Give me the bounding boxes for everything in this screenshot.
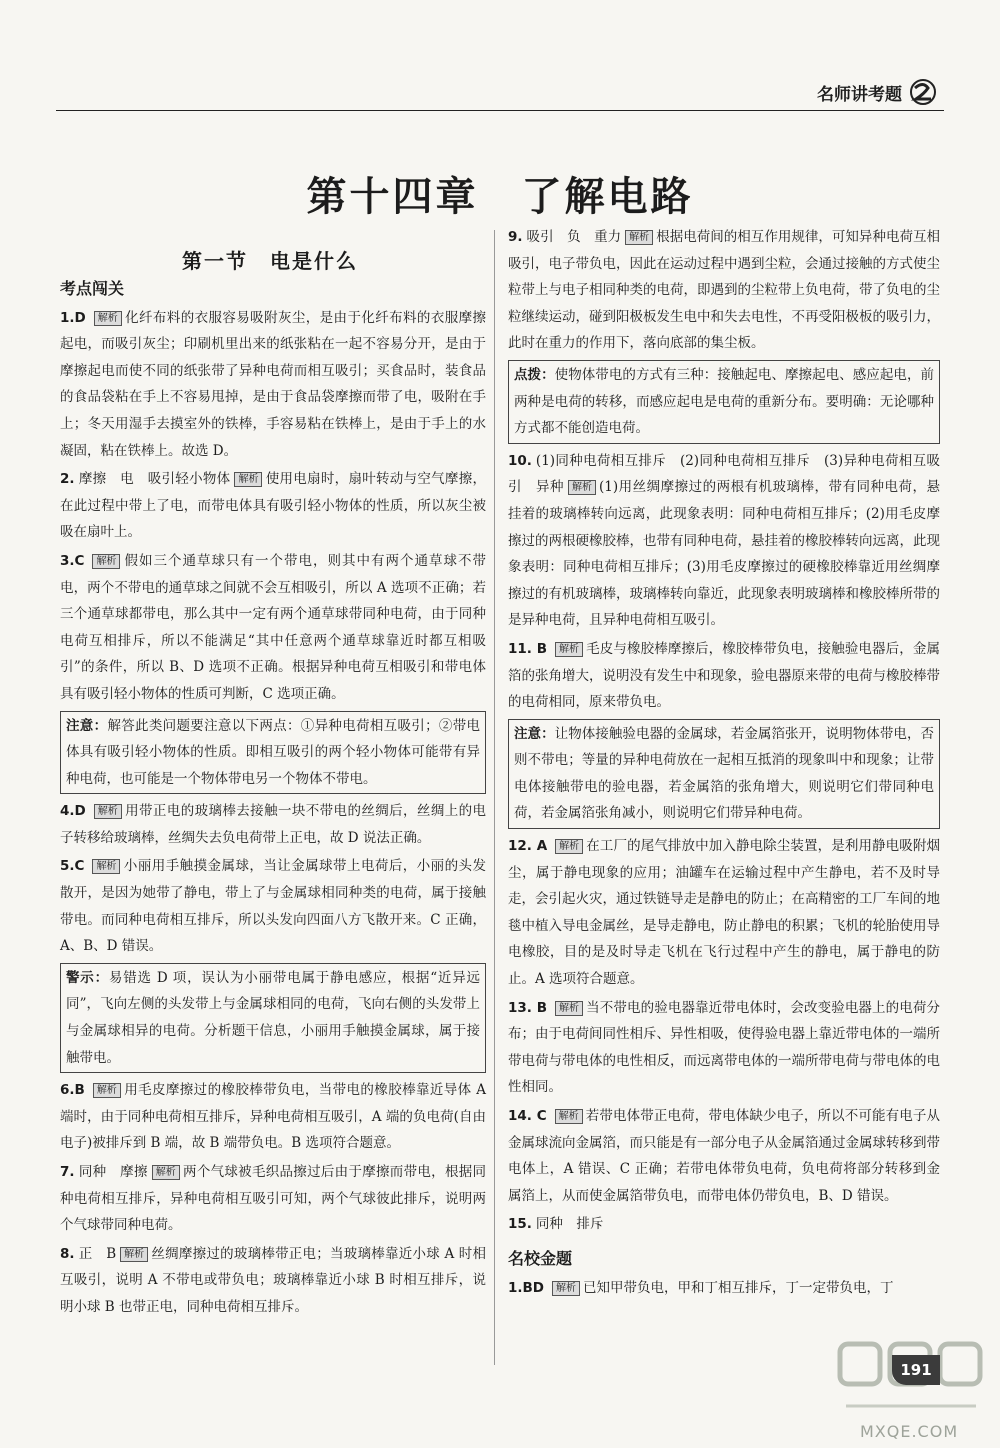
watermark-logo-icon: [836, 1336, 986, 1436]
answer-item: 15. 同种 排斥: [508, 1216, 604, 1233]
analysis-tag: 解析: [568, 480, 596, 495]
answer-item: 14. C 解析 若带电体带正电荷，带电体缺少电子，所以不可能有电子从金属球流向金属箔，而只能是有一部分电子从金属箔通过金属球转移到带电体上，A 错误、C 正确；若带电体带负电荷，负电荷将部分转移到金属箔上，从而使金属箔带负电，而带电体仍带负电，B、D 错误。: [508, 1108, 940, 1204]
section-heading-mingxiao: 名校金题: [508, 1248, 573, 1268]
answer-item: 8. 正 B 解析 丝绸摩擦过的玻璃棒带正电；当玻璃棒靠近小球 A 时相互吸引，说明 A 不带电或带负电；玻璃棒靠近小球 B 时相互排斥，说明小球 B 也带正电，同种电荷相互排斥。: [60, 1245, 486, 1315]
brand-text: 名师讲考题: [817, 84, 902, 105]
answer-item: 11. B 解析 毛皮与橡胶棒摩擦后，橡胶棒带负电，接触验电器后，金属箔的张角增大，说明没有发生中和现象，验电器原来带的电荷与橡胶棒带的电荷相同，原来带负电。: [508, 640, 941, 711]
analysis-tag: 解析: [555, 1109, 583, 1124]
right-column: [508, 224, 940, 1303]
answer-item: 10. (1)同种电荷相互排斥 (2)同种电荷相互排斥 (3)异种电荷相互吸引 异种 解析 (1)用丝绸摩擦过的两根有机玻璃棒，带有同种电荷，悬挂着的玻璃棒转向远离，此现象表明：同种电荷相互排斥；(2)用毛皮摩擦过的两根硬橡胶棒，也带有同种电荷，悬挂着的橡胶棒转向远离，此现象表明：同种电荷相互排斥；(3)用毛皮摩擦过的硬橡胶棒靠近用丝绸摩擦过的有机玻璃棒，玻璃棒转向靠近，此现象表明玻璃棒和橡胶棒所带的是异种电荷，且异种电荷相互吸引。: [508, 452, 941, 629]
answer-item: 2. 摩擦 电 吸引轻小物体 解析 使用电扇时，扇叶转动与空气摩擦，在此过程中带上了电，而带电体具有吸引轻小物体的性质，所以灰尘被吸在扇叶上。: [60, 471, 487, 541]
analysis-tag: 解析: [92, 554, 120, 569]
analysis-tag: 解析: [120, 1247, 148, 1262]
analysis-tag: 解析: [555, 642, 583, 657]
left-column: [60, 276, 486, 1323]
analysis-tag: 解析: [152, 1165, 180, 1180]
header-brand: [800, 72, 940, 112]
analysis-tag: 解析: [94, 311, 122, 326]
analysis-tag: 解析: [94, 804, 122, 819]
brand-logo-icon: [906, 77, 940, 107]
note-box: 注意：让物体接触验电器的金属球，若金属箔张开，说明物体带电，否则不带电；等量的异种电荷放在一起相互抵消的现象叫中和现象；让带电体接触带电的验电器，若金属箔的张角增大，则说明它们带同种电荷，若金属箔张角减小，则说明它们带异种电荷。: [508, 719, 940, 829]
answer-item: 5.C 解析 小丽用手触摸金属球，当让金属球带上电荷后，小丽的头发散开，是因为她带了静电，带上了与金属球相同种类的电荷，属于接触带电。而同种电荷相互排斥，所以头发向四面八方飞散开来。C 正确，A、B、D 错误。: [60, 858, 486, 955]
watermark-text: MXQE.COM: [860, 1422, 959, 1441]
chapter-title: 第十四章 了解电路: [306, 173, 694, 220]
section-title: 第一节 电是什么: [182, 248, 358, 273]
answer-item: 9. 吸引 负 重力 解析 根据电荷间的相互作用规律，可知异种电荷互相吸引，电子带负电，因此在运动过程中遇到尘粒，会通过接触的方式使尘粒带上与电子相同种类的电荷，即遇到的尘粒带上负电荷，带了负电的尘粒继续运动，碰到阳极板发生电中和失去电性，不再受阳极板的吸引力，此时在重力的作用下，落向底部的集尘板。: [508, 229, 941, 352]
analysis-tag: 解析: [234, 472, 262, 487]
analysis-tag: 解析: [552, 1281, 580, 1296]
answer-item: 13. B 解析 当不带电的验电器靠近带电体时，会改变验电器上的电荷分布；由于电荷间同性相斥、异性相吸，使得验电器上靠近带电体的一端所带电荷与带电体的电性相反，而远离带电体的一端所带电荷与带电体的电性相同。: [508, 999, 941, 1096]
tip-box: 点拨：使物体带电的方式有三种：接触起电、摩擦起电、感应起电，前两种是电荷的转移，而感应起电是电荷的重新分布。要明确：无论哪种方式都不能创造电荷。: [508, 360, 940, 444]
analysis-tag: 解析: [625, 230, 653, 245]
answer-item: 3.C 解析 假如三个通草球只有一个带电，则其中有两个通草球不带电，两个不带电的通草球之间就不会互相吸引，所以 A 选项不正确；若三个通草球都带电，那么其中一定有两个通草球带同种电荷，由于同种电荷互相排斥，所以不能满足“其中任意两个通草球靠近时都互相吸引”的条件，所以 B、D 选项不正确。根据异种电荷互相吸引和带电体具有吸引轻小物体的性质可判断，C 选项正确。: [60, 552, 486, 702]
answer-item: 1.D 解析 化纤布料的衣服容易吸附灰尘，是由于化纤布料的衣服摩擦起电，而吸引灰尘；印刷机里出来的纸张粘在一起不容易分开，是由于摩擦起电而使不同的纸张带了异种电荷而相互吸引；买食品时，装食品的食品袋粘在手上不容易甩掉，是由于食品袋摩擦而带了电，吸附在手上；冬天用湿手去摸室外的铁棒，手容易粘在铁棒上，是由于手上的水凝固，粘在铁棒上。故选 D。: [60, 309, 486, 459]
section-heading-kaodian: 考点闯关: [60, 279, 125, 298]
header-rule: [56, 110, 944, 111]
answer-item: 6.B 解析 用毛皮摩擦过的橡胶棒带负电，当带电的橡胶棒靠近导体 A 端时，由于同种电荷相互排斥，异种电荷相互吸引，A 端的负电荷(自由电子)被排斥到 B 端，故 B 端带负电。B 选项符合题意。: [60, 1082, 486, 1152]
answer-item: 4.D 解析 用带正电的玻璃棒去接触一块不带电的丝绸后，丝绸上的电子转移给玻璃棒，丝绸失去负电荷带上正电，故 D 说法正确。: [60, 803, 486, 846]
analysis-tag: 解析: [92, 859, 120, 874]
analysis-tag: 解析: [93, 1083, 121, 1098]
answer-item: 7. 同种 摩擦 解析 两个气球被毛织品擦过后由于摩擦而带电，根据同种电荷相互排斥，异种电荷相互吸引可知，两个气球彼此排斥，说明两个气球带同种电荷。: [60, 1164, 487, 1234]
column-divider: [494, 230, 495, 1365]
page-number: 191: [892, 1355, 940, 1385]
analysis-tag: 解析: [555, 839, 583, 854]
warning-box: 警示：易错选 D 项，误认为小丽带电属于静电感应，根据“近异远同”，飞向左侧的头发带上与金属球相同的电荷，飞向右侧的头发带上与金属球相异的电荷。分析题干信息，小丽用手触摸金属球，属于接触带电。: [60, 963, 486, 1073]
note-box: 注意：解答此类问题要注意以下两点：①异种电荷相互吸引；②带电体具有吸引轻小物体的性质。即相互吸引的两个轻小物体可能带有异种电荷，也可能是一个物体带电另一个物体不带电。: [60, 711, 486, 795]
analysis-tag: 解析: [555, 1001, 583, 1016]
answer-item: 1.BD 解析 已知甲带负电，甲和丁相互排斥，丁一定带负电，丁: [508, 1279, 894, 1296]
answer-item: 12. A 解析 在工厂的尾气排放中加入静电除尘装置，是利用静电吸附烟尘，属于静电现象的应用；油罐车在运输过程中产生静电，若不及时导走，会引起火灾，通过铁链导走是静电的防止；在高精密的工厂车间的地毯中植入导电金属丝，是导走静电，防止静电的积累；飞机的轮胎使用导电橡胶，目的是及时导走飞机在飞行过程中产生的静电，属于静电的防止。A 选项符合题意。: [508, 838, 940, 988]
